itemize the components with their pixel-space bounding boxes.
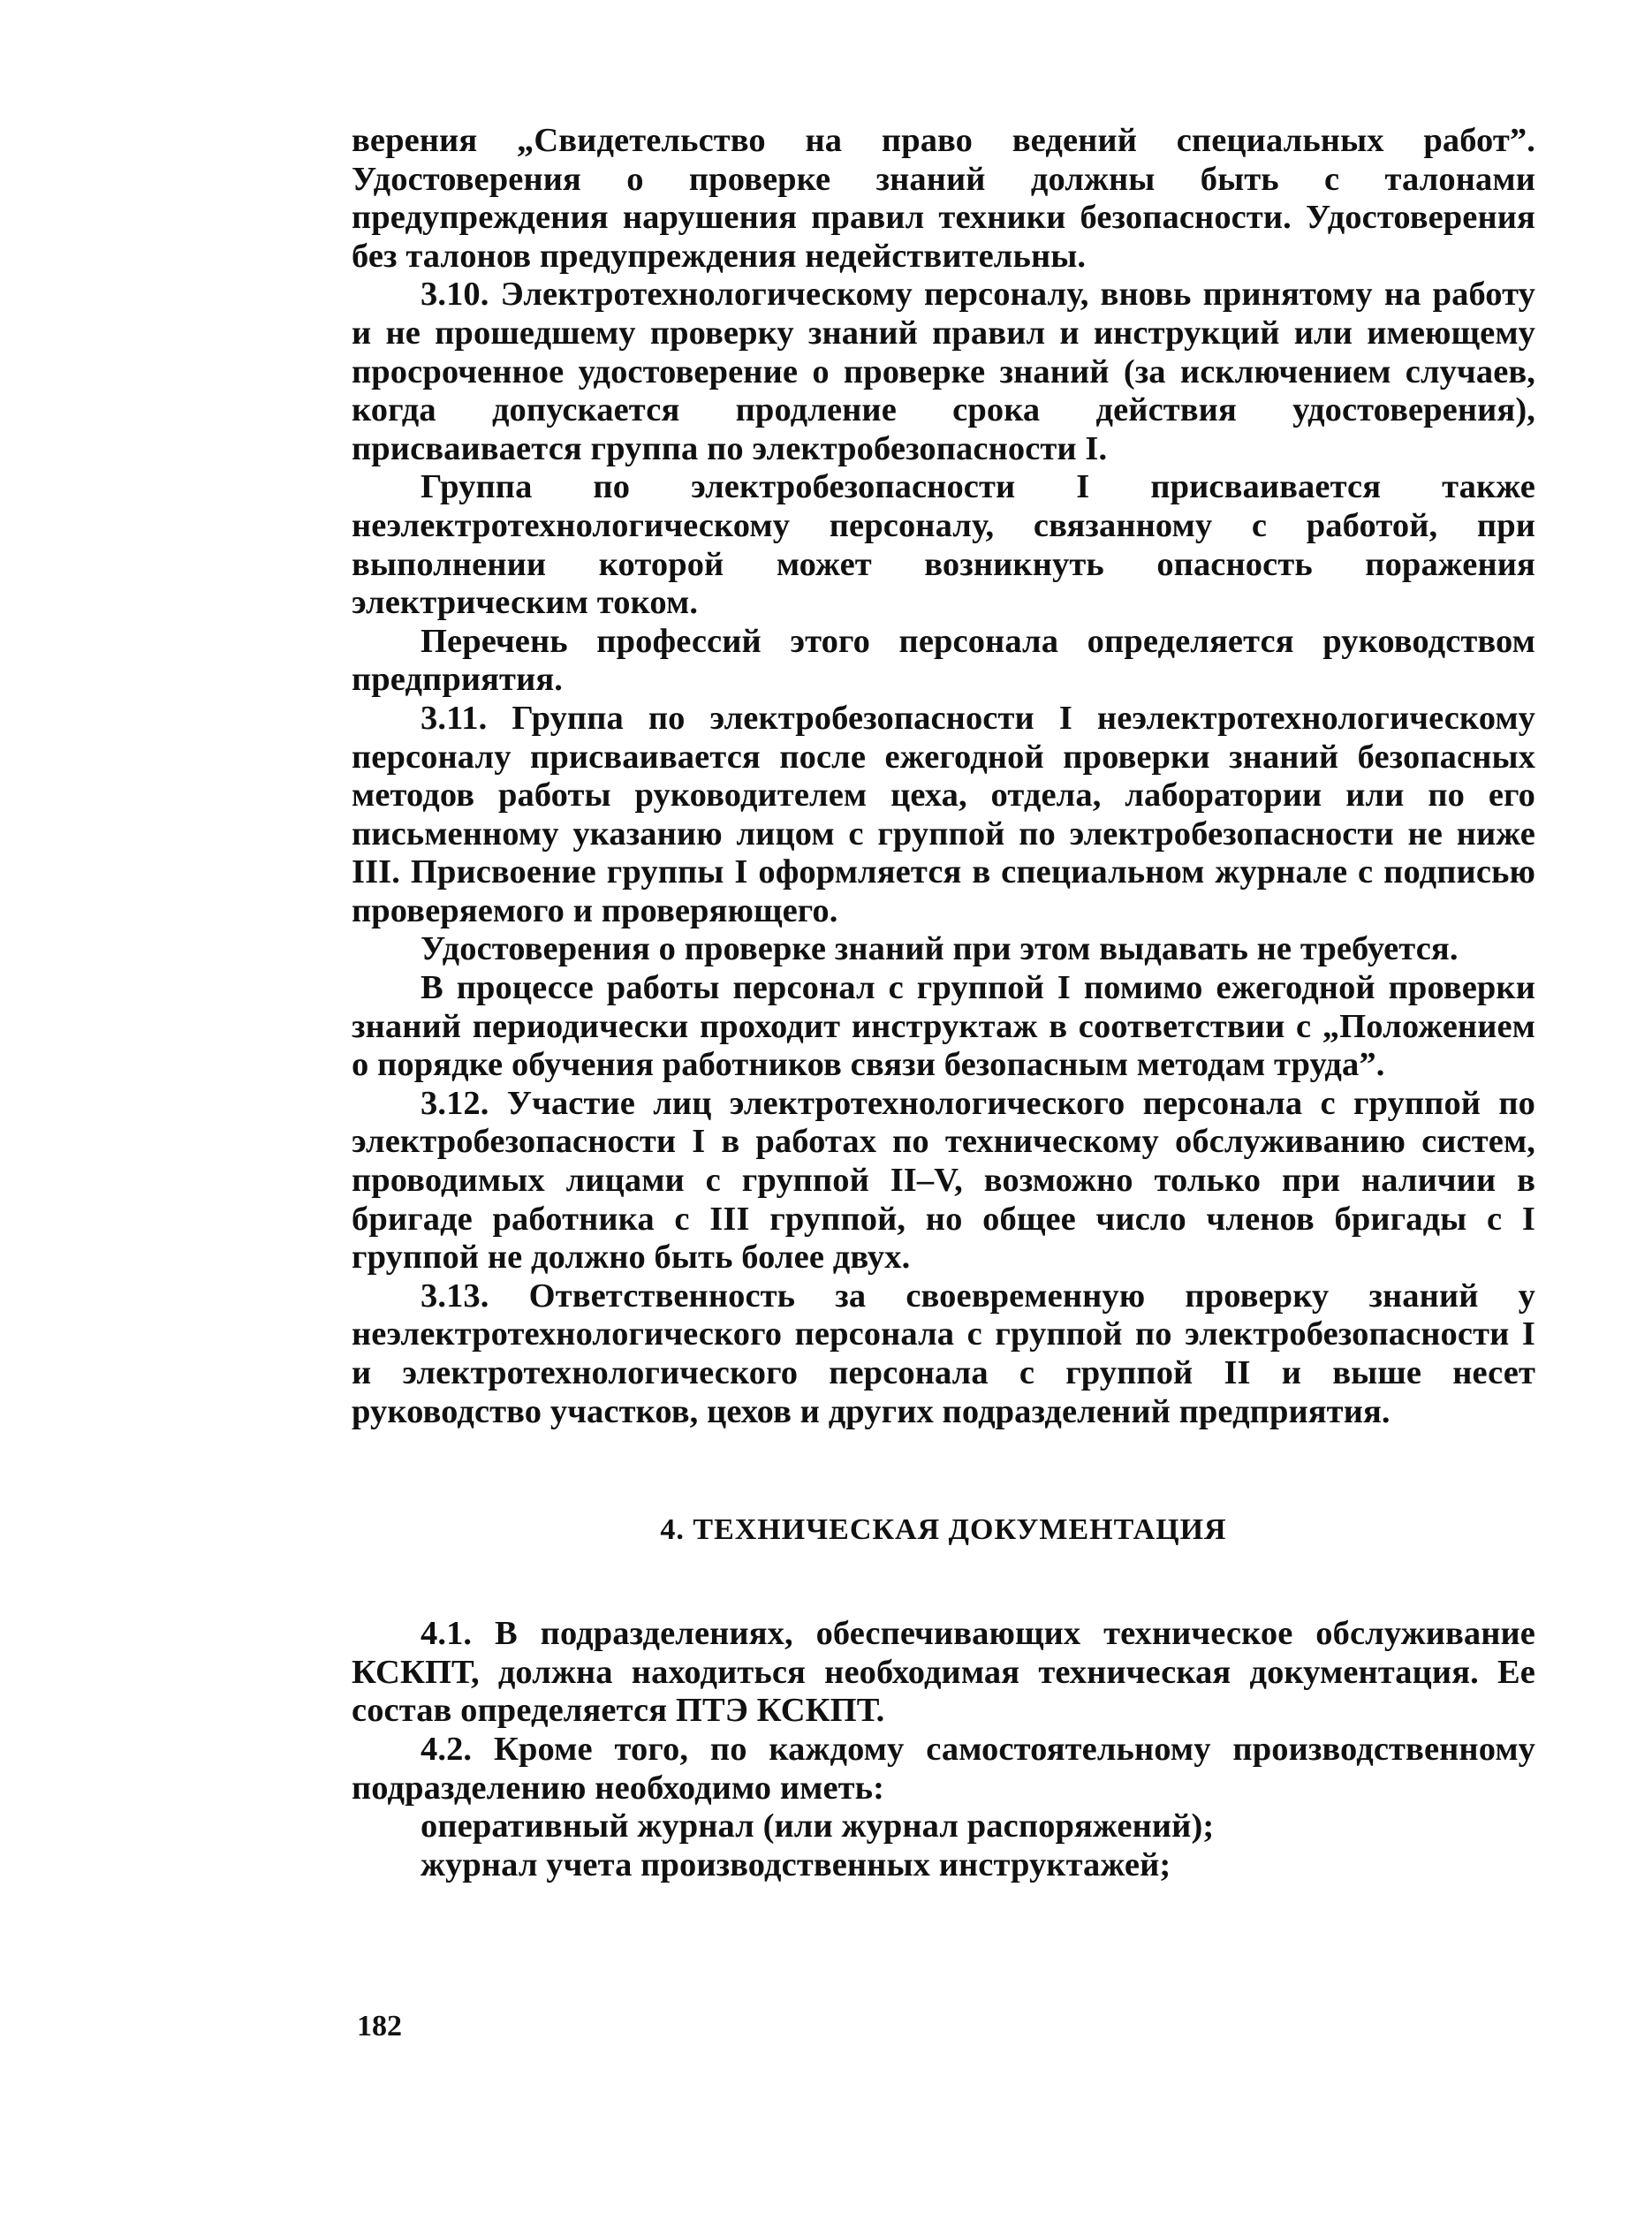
paragraph-3-10: 3.10. Электротехнологическому персоналу, вновь принятому на работу и не прошедшему проверку знаний правил и инструкций или имеющему просроченное удостоверение о проверке знаний (за исключением случаев, когда допускается продление срока действия удостоверения), присваивается группа по электробезопасности I. xyxy=(352,276,1535,467)
section-heading: 4. ТЕХНИЧЕСКАЯ ДОКУМЕНТАЦИЯ xyxy=(660,1513,1227,1547)
paragraph-group-i-non-electro: Группа по электробезопасности I присваивается также неэлектротехнологическому персоналу, связанному с работой, при выполнении которой может возникнуть опасность поражения электрическим током. xyxy=(352,468,1535,622)
paragraph-4-2: 4.2. Кроме того, по каждому самостоятельному производственному подразделению необходимо иметь: xyxy=(352,1730,1535,1807)
list-item-instruction-journal: журнал учета производственных инструктажей; xyxy=(421,1845,1171,1883)
document-page xyxy=(352,122,1535,1884)
paragraph-4-1: 4.1. В подразделениях, обеспечивающих техническое обслуживание КСКПТ, должна находиться необходимая техническая документация. Ее состав определяется ПТЭ КСКПТ. xyxy=(352,1615,1535,1730)
paragraph-3-13: 3.13. Ответственность за своевременную проверку знаний у неэлектротехнологического персонала с группой по электробезопасности I и электротехнологического персонала с группой II и выше несет руководство участков, цехов и других подразделений предприятия. xyxy=(352,1277,1535,1430)
list-item-operational-journal: оперативный журнал (или журнал распоряжений); xyxy=(421,1808,1215,1845)
paragraph-profession-list: Перечень профессий этого персонала определяется руководством предприятия. xyxy=(352,622,1535,699)
paragraph-continuation: верения „Свидетельство на право ведений специальных работ”. Удостоверения о проверке знаний должны быть с талонами предупреждения нарушения правил техники безопасности. Удостоверения без талонов предупреждения недействительны. xyxy=(352,122,1535,275)
paragraph-3-12: 3.12. Участие лиц электротехнологического персонала с группой по электробезопасности I в работах по техническому обслуживанию систем, проводимых лицами с группой II–V, возможно только при наличии в бригаде работника с III группой, но общее число членов бригады с I группой не должно быть более двух. xyxy=(352,1084,1535,1277)
paragraph-instruction: В процессе работы персонал с группой I помимо ежегодной проверки знаний периодически проходит инструктаж в соответствии с „Положением о порядке обучения работников связи безопасным методам труда”. xyxy=(352,969,1535,1084)
page-number: 182 xyxy=(357,2010,402,2042)
paragraph-3-11: 3.11. Группа по электробезопасности I неэлектротехнологическому персоналу присваивается после ежегодной проверки знаний безопасных методов работы руководителем цеха, отдела, лаборатории или по его письменному указанию лицом с группой по электробезопасности не ниже III. Присвоение группы I оформляется в специальном журнале с подписью проверяемого и проверяющего. xyxy=(352,699,1535,929)
paragraph-no-certificate: Удостоверения о проверке знаний при этом выдавать не требуется. xyxy=(421,930,1459,968)
